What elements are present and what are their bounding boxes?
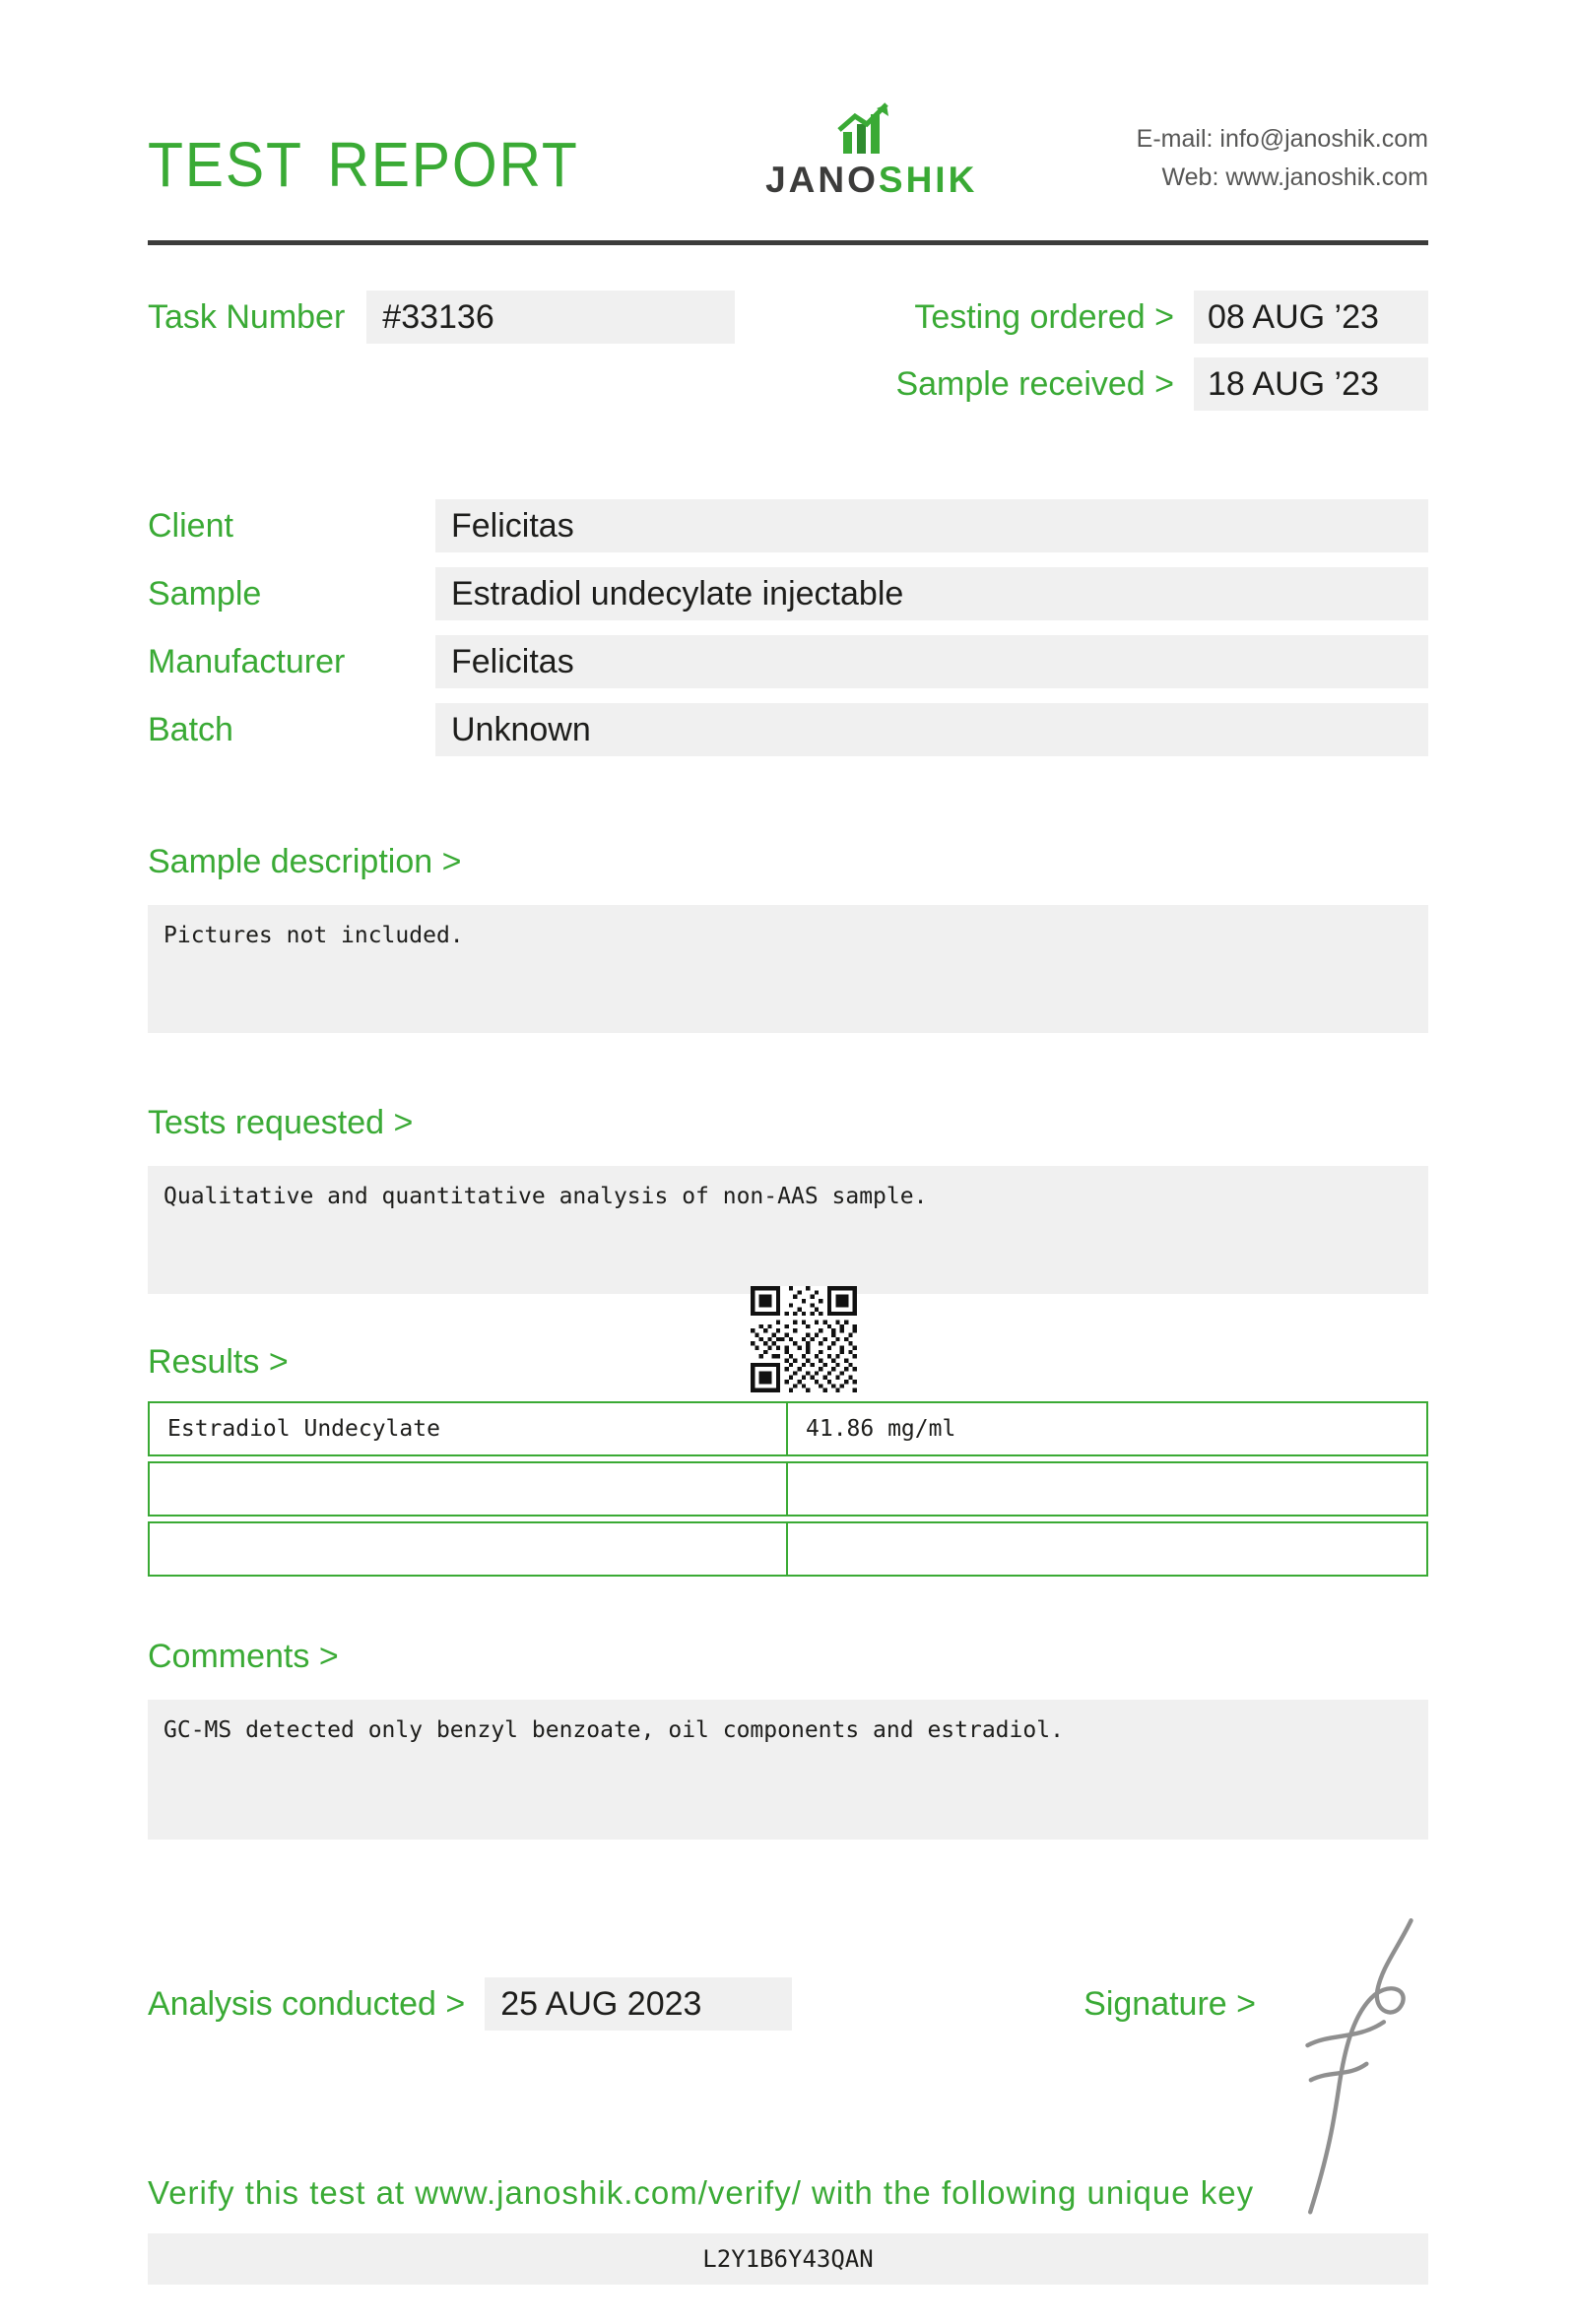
result-value: 41.86 mg/ml	[806, 1416, 956, 1442]
result-value	[788, 1463, 1426, 1515]
batch-value: Unknown	[435, 703, 1428, 756]
result-value	[788, 1523, 1426, 1575]
sample-received-label: Sample received >	[895, 364, 1174, 403]
manufacturer-row	[148, 635, 1428, 688]
tests-requested-section	[148, 1104, 1428, 1294]
results-heading: Results >	[148, 1343, 289, 1381]
analysis-conducted-row	[148, 1977, 792, 2031]
result-analyte	[150, 1463, 788, 1515]
result-analyte	[150, 1523, 788, 1575]
results-row	[148, 1521, 1428, 1577]
sample-received-row	[895, 357, 1428, 411]
sample-value: Estradiol undecylate injectable	[435, 567, 1428, 620]
dates-block	[895, 290, 1428, 411]
client-label: Client	[148, 506, 233, 545]
task-number-value: #33136	[366, 290, 735, 344]
comments-text: GC-MS detected only benzyl benzoate, oil components and estradiol.	[148, 1700, 1428, 1840]
contact-block	[1137, 120, 1428, 201]
tests-requested-heading: Tests requested >	[148, 1104, 414, 1141]
analysis-conducted-label: Analysis conducted >	[148, 1984, 466, 2023]
sample-description-text: Pictures not included.	[148, 905, 1428, 1033]
brand-name-jano: JANO	[765, 160, 879, 200]
meta-section	[148, 290, 1428, 411]
verify-key: L2Y1B6Y43QAN	[148, 2233, 1428, 2285]
contact-email: E-mail: info@janoshik.com	[1136, 125, 1428, 153]
results-row	[148, 1461, 1428, 1517]
manufacturer-value: Felicitas	[435, 635, 1428, 688]
client-row	[148, 499, 1428, 552]
comments-section	[148, 1638, 1428, 1840]
result-analyte: Estradiol Undecylate	[150, 1403, 788, 1454]
report-header	[148, 102, 1428, 201]
testing-ordered-value: 08 AUG ’23	[1194, 290, 1428, 344]
verify-text: Verify this test at www.janoshik.com/verify/ with the following unique key	[148, 2174, 1255, 2211]
testing-ordered-label: Testing ordered >	[914, 297, 1174, 336]
qr-code	[751, 1286, 857, 1392]
comments-heading: Comments >	[148, 1638, 339, 1675]
results-row	[148, 1401, 1428, 1456]
brand-name	[765, 160, 977, 201]
client-value: Felicitas	[435, 499, 1428, 552]
signature	[1269, 1908, 1444, 2224]
brand-logo	[765, 102, 977, 201]
sample-row	[148, 567, 1428, 620]
page-title: TEST REPORT	[148, 129, 579, 200]
sample-description-section	[148, 843, 1428, 1033]
results-section	[148, 1343, 1428, 1577]
brand-name-shik: SHIK	[878, 160, 978, 200]
footer-row	[148, 1977, 1428, 2031]
analysis-conducted-value: 25 AUG 2023	[485, 1977, 792, 2031]
results-table	[148, 1401, 1428, 1577]
details-section	[148, 499, 1428, 756]
task-number-row	[148, 290, 735, 344]
sample-description-heading: Sample description >	[148, 843, 462, 880]
sample-received-value: 18 AUG ’23	[1194, 357, 1428, 411]
signature-label: Signature >	[1084, 1984, 1256, 2023]
batch-label: Batch	[148, 710, 233, 748]
testing-ordered-row	[914, 290, 1428, 344]
header-divider	[148, 240, 1428, 245]
chart-bars-icon	[829, 102, 914, 156]
manufacturer-label: Manufacturer	[148, 642, 346, 680]
contact-web: Web: www.janoshik.com	[1161, 163, 1428, 191]
sample-label: Sample	[148, 574, 262, 613]
task-number-label: Task Number	[148, 297, 346, 336]
tests-requested-text: Qualitative and quantitative analysis of non-AAS sample.	[148, 1166, 1428, 1294]
batch-row	[148, 703, 1428, 756]
